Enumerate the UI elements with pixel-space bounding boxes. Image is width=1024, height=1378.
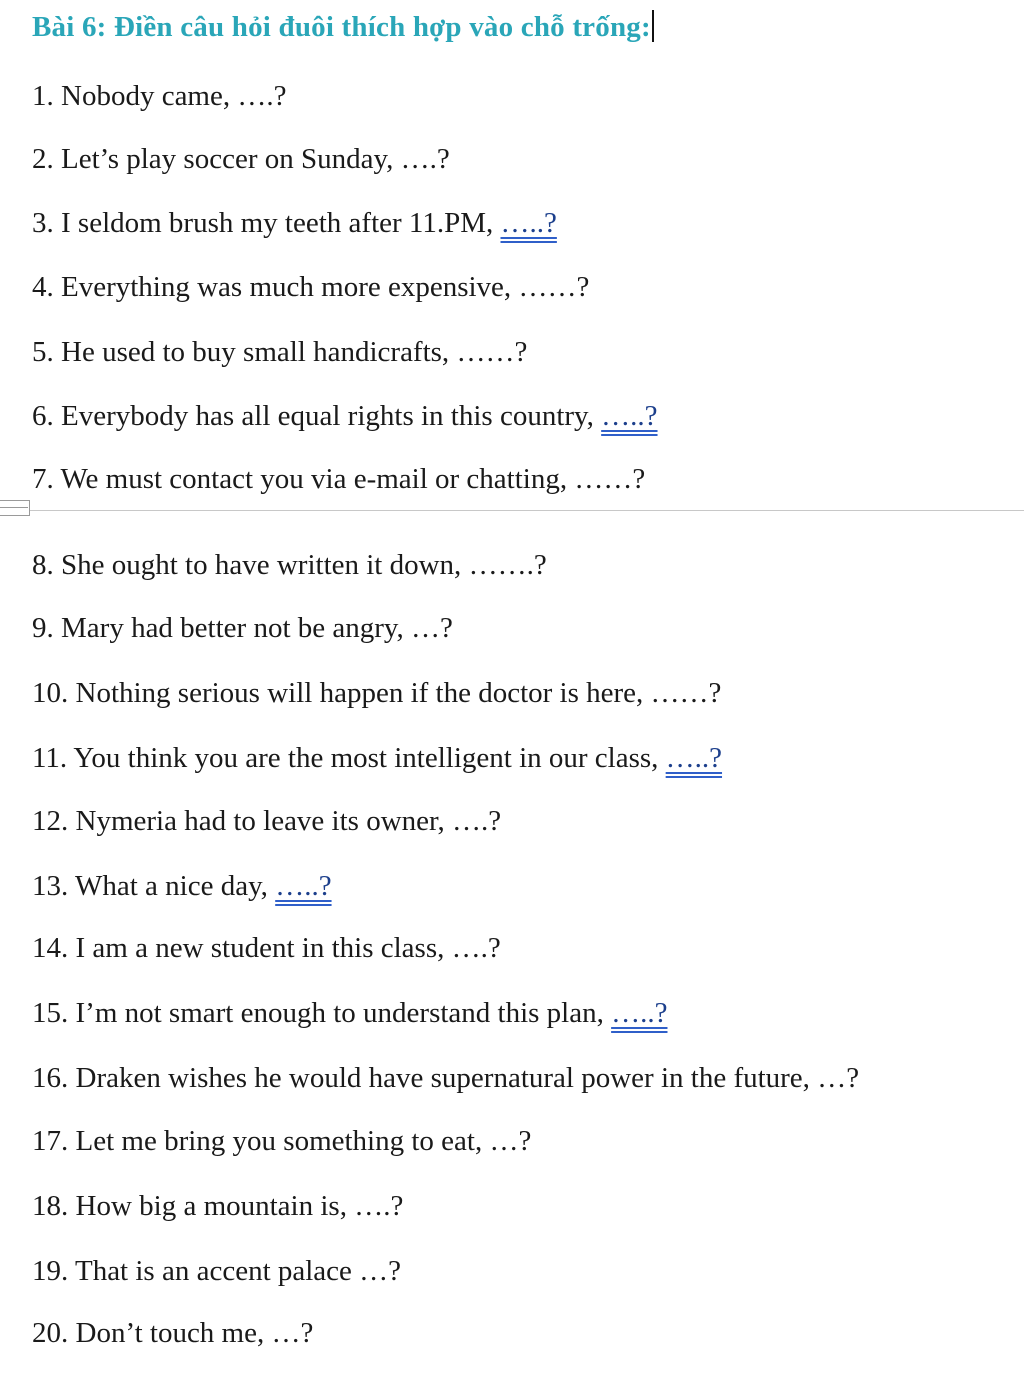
answer-blank[interactable]: …..? — [601, 400, 658, 432]
question-text: 4. Everything was much more expensive, — [32, 271, 519, 303]
question-text: 1. Nobody came, — [32, 80, 238, 112]
answer-blank[interactable]: …? — [817, 1062, 860, 1094]
answer-blank[interactable]: ….? — [451, 932, 501, 964]
question-text: 3. I seldom brush my teeth after 11.PM, — [32, 207, 501, 239]
exercise-title — [32, 10, 654, 44]
answer-blank[interactable]: …? — [271, 1317, 314, 1349]
question-item — [32, 205, 557, 241]
question-item — [32, 675, 721, 711]
question-item — [32, 334, 527, 370]
question-text: 19. That is an accent palace — [32, 1255, 360, 1287]
answer-blank[interactable]: ……? — [456, 336, 528, 368]
question-text: 16. Draken wishes he would have supernatural power in the future, — [32, 1062, 818, 1094]
question-item — [32, 141, 450, 177]
question-item — [32, 1188, 403, 1224]
question-item — [32, 461, 645, 497]
question-text: 10. Nothing serious will happen if the doctor is here, — [32, 677, 651, 709]
question-item — [32, 1253, 401, 1289]
question-text: 5. He used to buy small handicrafts, — [32, 336, 457, 368]
answer-blank[interactable]: …? — [359, 1255, 402, 1287]
page-break-line — [0, 510, 1024, 511]
page-break-marker-icon — [0, 500, 30, 516]
answer-blank[interactable]: …? — [489, 1125, 532, 1157]
text-cursor — [652, 10, 654, 42]
question-item — [32, 1123, 531, 1159]
question-item — [32, 78, 287, 114]
answer-blank[interactable]: …….? — [468, 549, 547, 581]
answer-blank[interactable]: ……? — [650, 677, 722, 709]
question-text: 14. I am a new student in this class, — [32, 932, 452, 964]
question-text: 18. How big a mountain is, — [32, 1190, 355, 1222]
question-item — [32, 269, 589, 305]
answer-blank[interactable]: ….? — [452, 805, 502, 837]
question-text: 7. We must contact you via e-mail or chatting, — [32, 463, 575, 495]
question-item — [32, 930, 501, 966]
question-item — [32, 398, 658, 434]
question-text: 2. Let’s play soccer on Sunday, — [32, 143, 401, 175]
answer-blank[interactable]: …? — [411, 612, 453, 644]
answer-blank[interactable]: ….? — [400, 143, 450, 175]
answer-blank[interactable]: ……? — [574, 463, 646, 495]
answer-blank[interactable]: ……? — [518, 271, 590, 303]
question-text: 6. Everybody has all equal rights in this country, — [32, 400, 602, 432]
question-text: 8. She ought to have written it down, — [32, 549, 469, 581]
answer-blank[interactable]: …..? — [611, 997, 668, 1029]
question-item — [32, 803, 501, 839]
question-text: 17. Let me bring you something to eat, — [32, 1125, 490, 1157]
question-text: 9. Mary had better not be angry, — [32, 612, 412, 644]
question-item — [32, 1060, 859, 1096]
question-text: 11. You think you are the most intelligent in our class, — [32, 742, 666, 774]
question-text: 15. I’m not smart enough to understand this plan, — [32, 997, 612, 1029]
question-item — [32, 995, 667, 1031]
question-text: 12. Nymeria had to leave its owner, — [32, 805, 453, 837]
exercise-title-text: Bài 6: Điền câu hỏi đuôi thích hợp vào chỗ trống: — [32, 11, 651, 43]
question-item — [32, 610, 453, 646]
question-item — [32, 740, 722, 776]
question-text: 13. What a nice day, — [32, 870, 276, 902]
question-item — [32, 868, 332, 904]
question-text: 20. Don’t touch me, — [32, 1317, 272, 1349]
answer-blank[interactable]: …..? — [275, 870, 332, 902]
answer-blank[interactable]: …..? — [500, 207, 557, 239]
question-item — [32, 547, 547, 583]
question-item — [32, 1315, 313, 1351]
answer-blank[interactable]: …..? — [665, 742, 723, 774]
answer-blank[interactable]: ….? — [237, 80, 287, 112]
answer-blank[interactable]: ….? — [354, 1190, 404, 1222]
